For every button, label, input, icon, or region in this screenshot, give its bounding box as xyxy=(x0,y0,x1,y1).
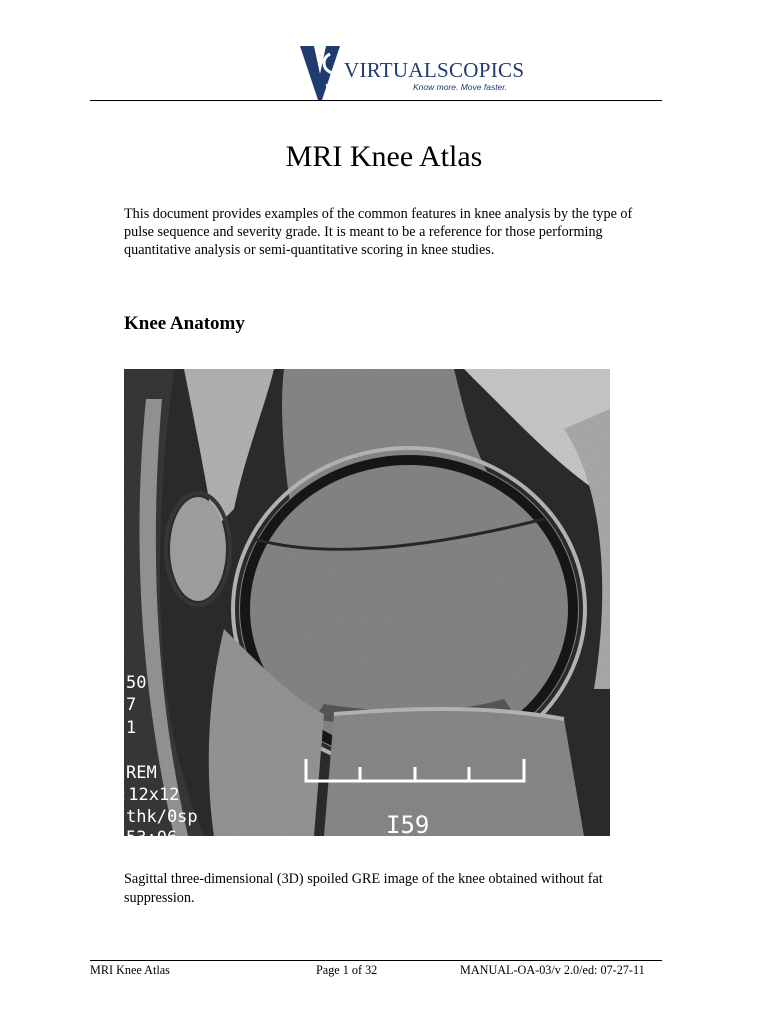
header-divider xyxy=(90,100,662,101)
document-id: MANUAL-OA-03/v 2.0/ed: 07-27-11 xyxy=(460,963,645,977)
footer-divider xyxy=(90,960,662,961)
overlay-line-7: 53:06 xyxy=(126,828,178,848)
image-caption: Sagittal three-dimensional (3D) spoiled GRE image of the knee obtained without fat suppression. xyxy=(124,871,603,906)
document-title: MRI Knee Atlas xyxy=(285,140,483,173)
page-number: Page 1 of 32 xyxy=(316,963,378,977)
overlay-line-1: 50 xyxy=(126,673,147,693)
intro-paragraph: This document provides examples of the common features in knee analysis by the type of pulse sequence and severity grade. It is meant to be a reference for those performing quantitative analysis or semi-quantitative scoring in knee studies. xyxy=(124,206,633,259)
mri-knee-image xyxy=(118,369,610,848)
overlay-line-5: :12x12 xyxy=(118,785,180,805)
overlay-line-2: 7 xyxy=(126,695,137,715)
company-logo xyxy=(300,44,525,100)
logo-wordmark: VIRTUALSCOPICS xyxy=(344,58,525,82)
footer-title: MRI Knee Atlas xyxy=(90,963,170,977)
image-label: I59 xyxy=(386,811,430,839)
overlay-line-6: thk/0sp xyxy=(126,807,198,827)
logo-mark-icon xyxy=(300,44,340,100)
overlay-line-3: 1 xyxy=(126,718,137,738)
logo-tagline: Know more. Move faster. xyxy=(413,82,508,92)
overlay-line-4: REM xyxy=(126,763,157,783)
section-heading: Knee Anatomy xyxy=(124,313,245,334)
